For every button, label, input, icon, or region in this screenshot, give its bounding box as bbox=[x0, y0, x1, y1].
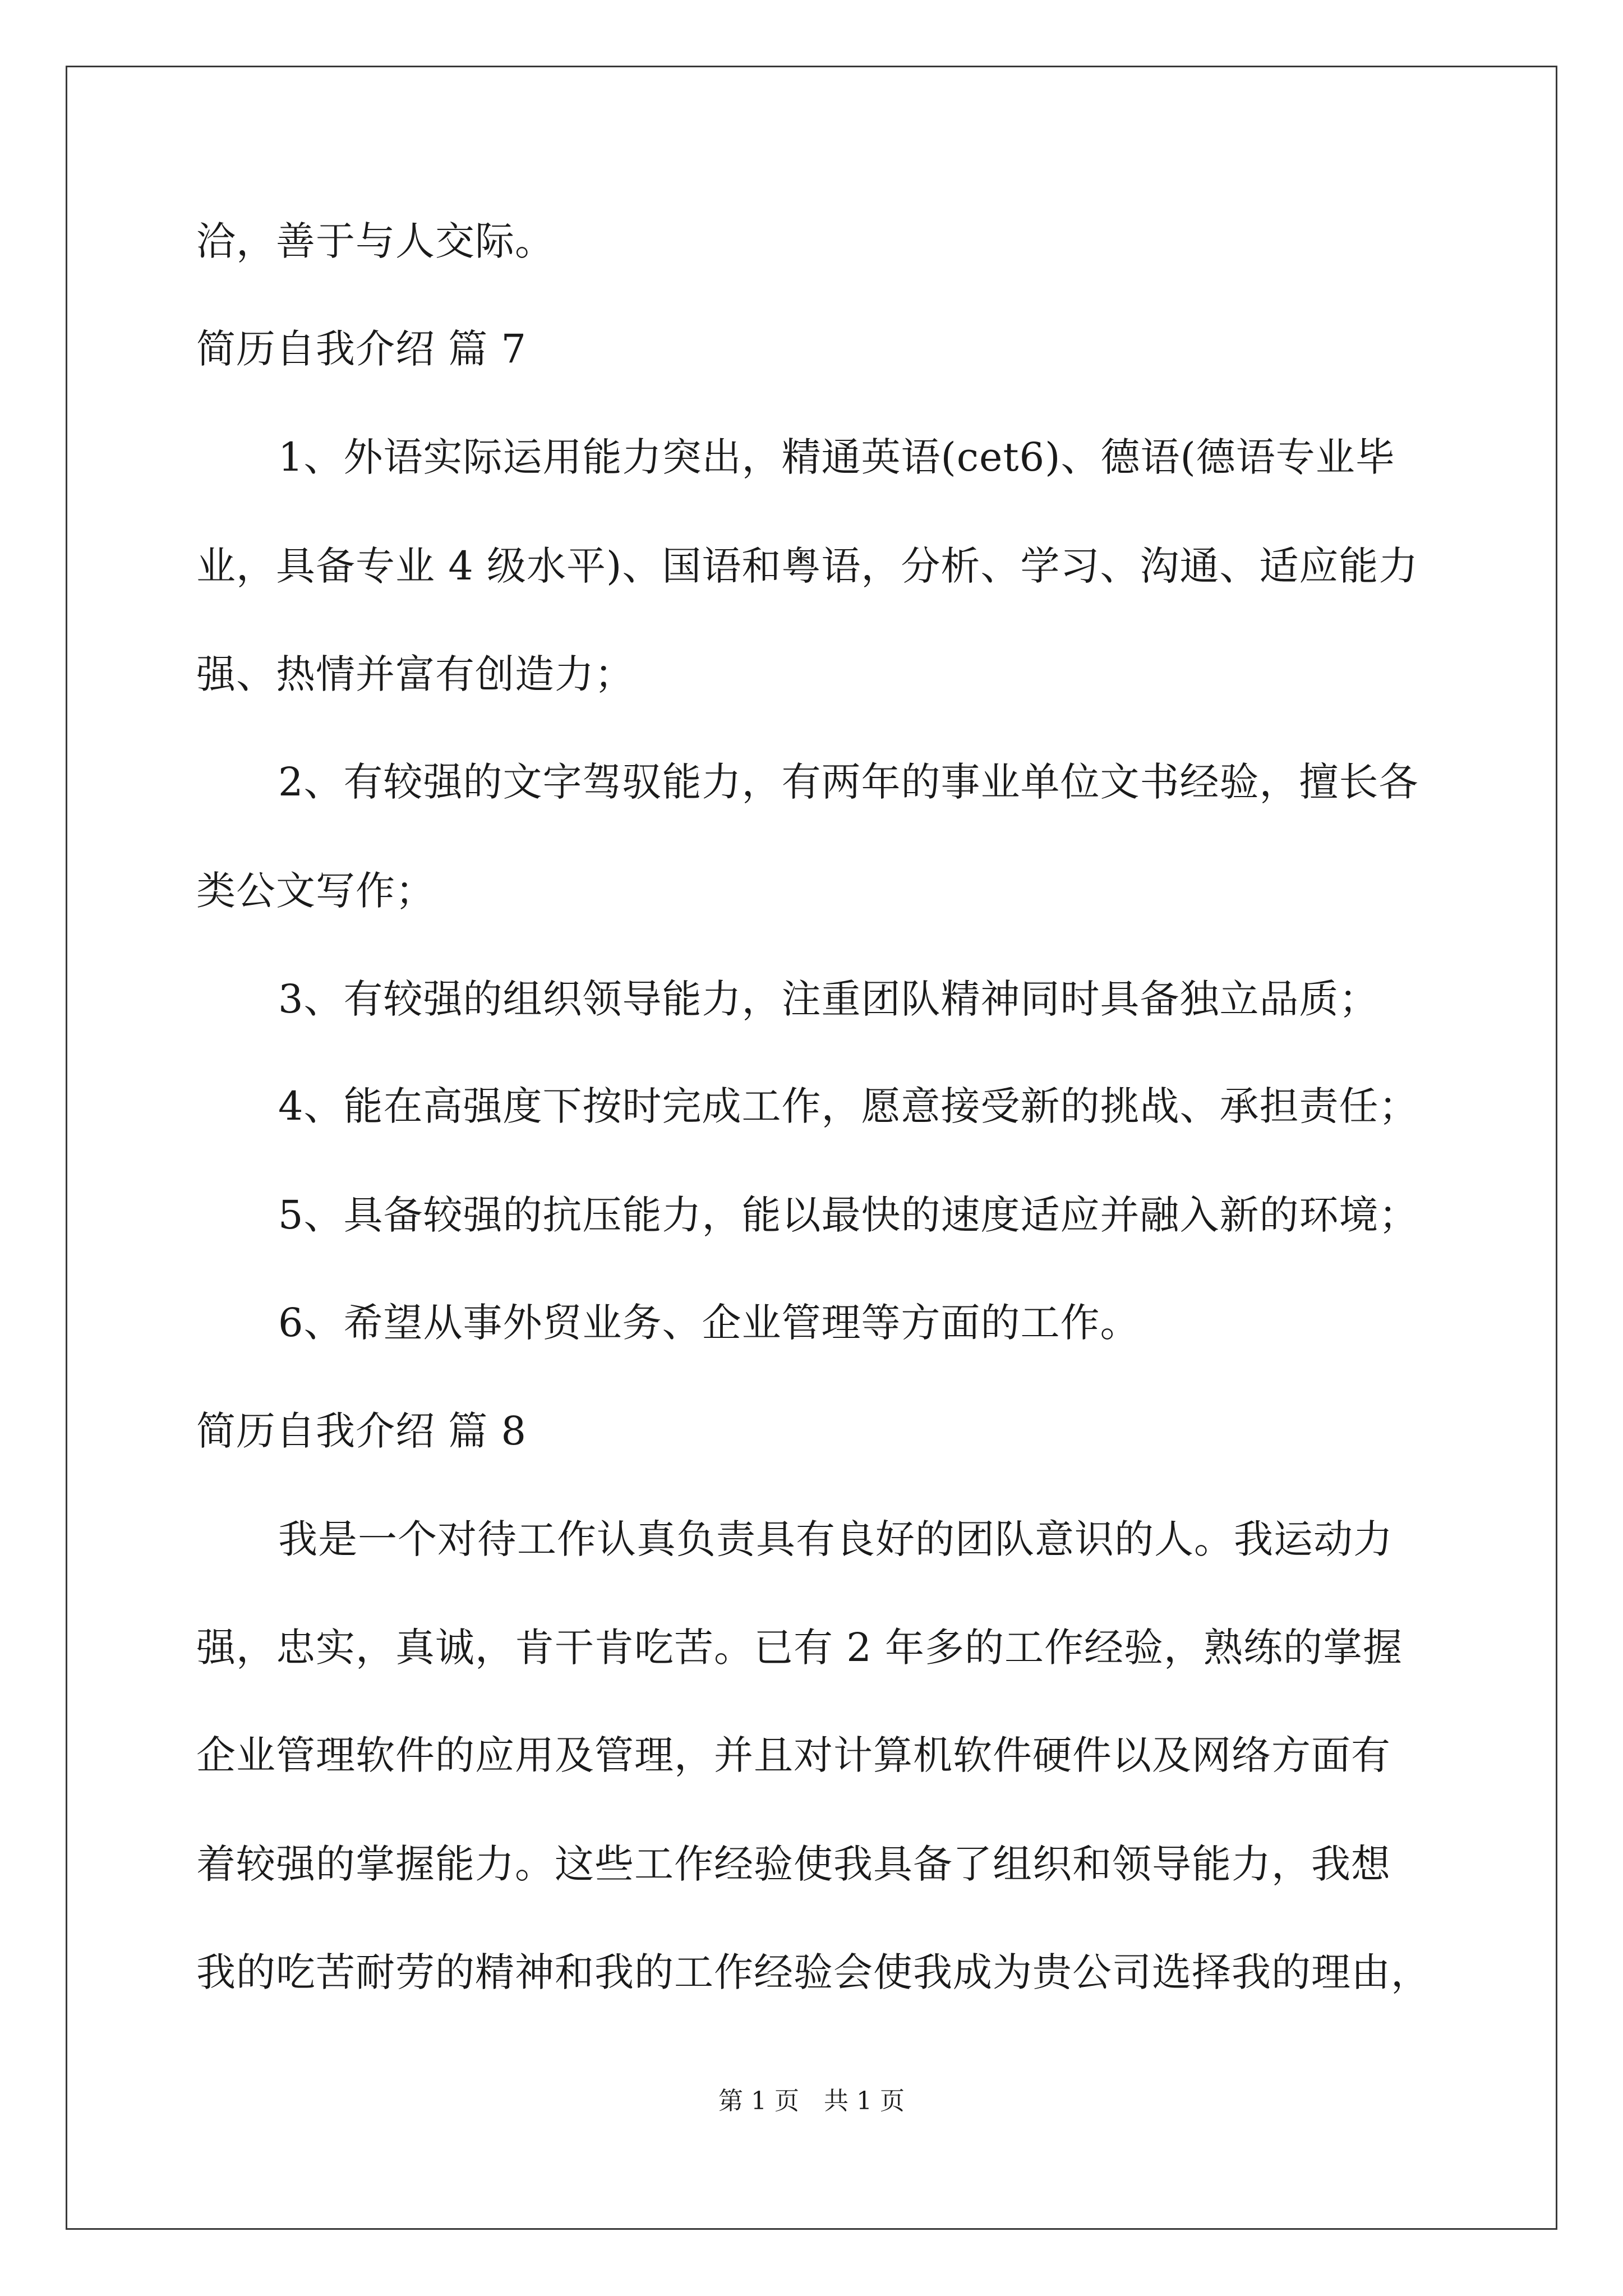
paragraph-line: 洽，善于与人交际。 bbox=[196, 218, 555, 264]
page-number-total: 共 1 页 bbox=[824, 2087, 905, 2115]
paragraph-line: 1、外语实际运用能力突出，精通英语(cet6)、德语(德语专业毕 bbox=[278, 434, 1395, 480]
paragraph-line: 强，忠实，真诚，肯干肯吃苦。已有 2 年多的工作经验，熟练的掌握 bbox=[196, 1625, 1403, 1671]
paragraph-line: 业，具备专业 4 级水平)、国语和粤语，分析、学习、沟通、适应能力 bbox=[196, 543, 1419, 589]
paragraph-line: 4、能在高强度下按时完成工作，愿意接受新的挑战、承担责任； bbox=[278, 1083, 1419, 1129]
paragraph-line: 5、具备较强的抗压能力，能以最快的速度适应并融入新的环境； bbox=[278, 1192, 1419, 1238]
page-number-current: 第 1 页 bbox=[718, 2087, 799, 2115]
paragraph-line: 我的吃苦耐劳的精神和我的工作经验会使我成为贵公司选择我的理由， bbox=[196, 1949, 1431, 1995]
paragraph-line: 着较强的掌握能力。这些工作经验使我具备了组织和领导能力，我想 bbox=[196, 1841, 1391, 1887]
paragraph-line: 我是一个对待工作认真负责具有良好的团队意识的人。我运动力 bbox=[278, 1516, 1393, 1562]
paragraph-line: 6、希望从事外贸业务、企业管理等方面的工作。 bbox=[278, 1300, 1140, 1346]
paragraph-line: 2、有较强的文字驾驭能力，有两年的事业单位文书经验，擅长各 bbox=[278, 759, 1419, 805]
paragraph-line: 强、热情并富有创造力； bbox=[196, 651, 634, 697]
section-heading: 简历自我介绍 篇 8 bbox=[196, 1408, 527, 1454]
paragraph-line: 类公文写作； bbox=[196, 868, 435, 914]
paragraph-line: 3、有较强的组织领导能力，注重团队精神同时具备独立品质； bbox=[278, 976, 1379, 1022]
page-border bbox=[66, 66, 1557, 2230]
page-footer bbox=[0, 2086, 1623, 2117]
paragraph-line: 企业管理软件的应用及管理，并且对计算机软件硬件以及网络方面有 bbox=[196, 1732, 1391, 1778]
section-heading: 简历自我介绍 篇 7 bbox=[196, 326, 527, 372]
